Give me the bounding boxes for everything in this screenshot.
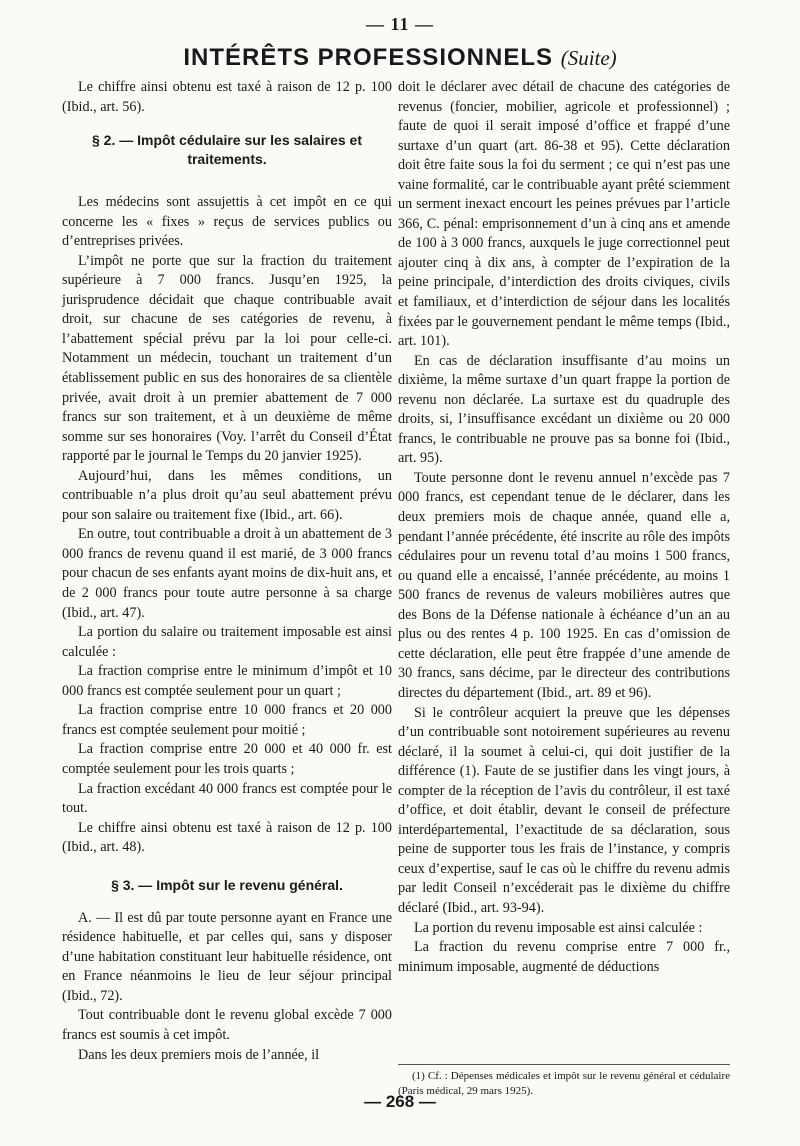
paragraph: Si le contrôleur acquiert la preuve que les dépenses d’un contribuable sont notoirement supérieures au revenu déclaré, il la soumet à celui-ci, qui doit justifier de la différence (1). Faute de se justifier dans les vingt jours, à compter de la réception de l’avis du contrôleur, il est taxé d’office, et doit établir, devant le conseil de préfecture interdépartemental, l’exactitude de sa déclaration, sous peine de supporter tous les frais de l’instance, y compris ceux d’expertise, sauf le cas où le chiffre du revenu admis par ledit Conseil n’excéderait pas le dixième du chiffre déclaré (Ibid., art. 93-94). (398, 704, 730, 916)
title-suite: (Suite) (560, 46, 617, 70)
right-column (398, 78, 730, 977)
paragraph: La fraction excédant 40 000 francs est comptée pour le tout. (62, 780, 392, 817)
top-page-number: — 11 — (365, 14, 434, 34)
paragraph: La fraction comprise entre 10 000 francs et 20 000 francs est comptée seulement pour moitié ; (62, 702, 392, 738)
page-title (0, 44, 800, 72)
title-text: INTÉRÊTS PROFESSIONNELS (183, 44, 554, 71)
paragraph: La portion du revenu imposable est ainsi calculée : (414, 919, 703, 936)
paragraph: La portion du salaire ou traitement imposable est ainsi calculée : (62, 624, 392, 660)
left-column (62, 78, 392, 1065)
paragraph: En outre, tout contribuable a droit à un abattement de 3 000 francs de revenu quand il est marié, de 3 000 francs pour chacun de ses enfants ayant moins de dix-huit ans, et de 2 000 francs pour toute autre personne à sa charge (Ibid., art. 47). (62, 526, 392, 621)
paragraph: Les médecins sont assujettis à cet impôt en ce qui concerne les « fixes » reçus de services publics ou d’entreprises privées. (62, 194, 392, 250)
paragraph: Dans les deux premiers mois de l’année, il (78, 1046, 320, 1063)
paragraph: La fraction comprise entre 20 000 et 40 000 fr. est comptée seulement pour les trois quarts ; (62, 741, 392, 777)
paragraph: doit le déclarer avec détail de chacune des catégories de revenus (foncier, mobilier, agricole et professionnel) ; faute de quoi il serait imposé d’office et frappé d’une surtaxe d’un quart (art. 86-38 et 95). Cette déclaration doit être faite sous la foi du serment ; ce qui n’est pas une vaine formalité, car le contribuable ayant prêté sciemment un serment inexact encourt les peines prévues par l’article 366, C. pénal: emprisonnement d’un à cinq ans et amende de 100 à 3 000 francs, auxquels le juge correctionnel peut ajouter cinq à dix ans, à compter de l’expiration de la peine principale, d’interdiction des droits civiques, civils et familiaux, et d’interdiction de séjour dans les localités fixées par le gouvernement pendant le même temps (Ibid., art. 101). (398, 79, 730, 350)
section-heading-2: § 2. — Impôt cédulaire sur les salaires et traitements. (91, 132, 362, 168)
section-heading-3: § 3. — Impôt sur le revenu général. (111, 876, 343, 893)
paragraph: A. — Il est dû par toute personne ayant en France une résidence habituelle, et par celles qui, sans y disposer d’une habitation constituant leur habituelle résidence, ont en France néanmoins le lieu de leur séjour principal (Ibid., 72). (62, 909, 392, 1004)
paragraph: L’impôt ne porte que sur la fraction du traitement supérieure à 7 000 francs. Jusqu’en 1925, la jurisprudence décidait que chaque contribuable avait droit, sur chacune de ses catégories de revenu, à l’abattement spécial prévu par la loi pour celle-ci. Notamment un médecin, touchant un traitement d’un établissement public en sus des honoraires de sa clientèle privée, avait droit à un premier abattement de 7 000 francs sur son traitement, et à un deuxième de même somme sur ses honoraires (Voy. l’arrêt du Conseil d’État rapporté par le journal le Temps du 20 janvier 1925). (62, 252, 392, 465)
footnote-text: (1) Cf. : Dépenses médicales et impôt sur le revenu général et cédulaire (Paris médical, 29 mars 1925). (398, 1070, 730, 1097)
paragraph: Aujourd’hui, dans les mêmes conditions, un contribuable n’a plus droit qu’au seul abattement prévu pour son salaire ou traitement fixe (Ibid., art. 66). (62, 467, 392, 523)
paragraph: Tout contribuable dont le revenu global excède 7 000 francs est soumis à cet impôt. (62, 1007, 392, 1043)
bottom-page-number: — 268 — (364, 1092, 436, 1111)
paragraph: La fraction comprise entre le minimum d’impôt et 10 000 francs est comptée seulement pour un quart ; (62, 663, 392, 699)
paragraph: Le chiffre ainsi obtenu est taxé à raison de 12 p. 100 (Ibid., art. 48). (62, 819, 392, 856)
paragraph: La fraction du revenu comprise entre 7 000 fr., minimum imposable, augmenté de déductions (398, 939, 730, 975)
paragraph: Le chiffre ainsi obtenu est taxé à raison de 12 p. 100 (Ibid., art. 56). (62, 79, 392, 115)
paragraph: En cas de déclaration insuffisante d’au moins un dixième, la même surtaxe d’un quart frappe la portion de revenu non déclarée. La surtaxe est du quadruple des droits, si, l’insuffisance excédant un dixième ou 20 000 francs, le contribuable ne prouve pas sa bonne foi (Ibid., art. 95). (398, 352, 730, 467)
paragraph: Toute personne dont le revenu annuel n’excède pas 7 000 francs, est cependant tenue de le déclarer, dans les deux premiers mois de chaque année, quand elle a, pendant l’année précédente, été inscrite au rôle des impôts cédulaires pour un revenu total d’au moins 1 500 francs, ou quand elle a encaissé, l’année précédente, au moins 1 500 francs de revenus de valeurs mobilières autres que des Bons de la Défense nationale à échéance d’un an au plus ou des rentes 4 p. 100 1925. En cas d’omission de cette déclaration, elle peut être frappée d’une amende de 30 francs, sans décime, par le directeur des contributions directes du département (Ibid., art. 89 et 96). (398, 469, 730, 701)
